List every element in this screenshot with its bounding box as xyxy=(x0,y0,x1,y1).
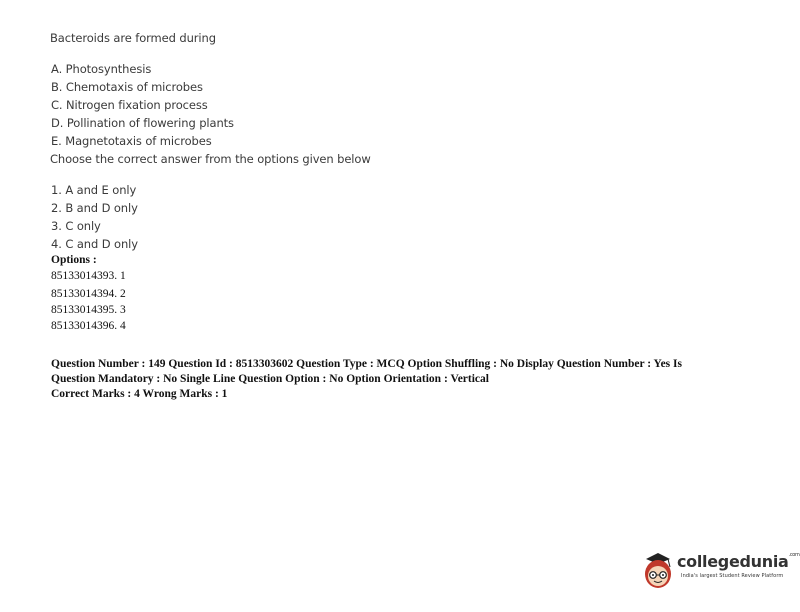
logo-suffix: .com xyxy=(788,552,800,558)
options-heading: Options : xyxy=(51,254,97,266)
logo-tagline: India's largest Student Review Platform xyxy=(681,573,784,579)
answer-choice-1: 1. A and E only xyxy=(51,183,137,197)
question-option-a: A. Photosynthesis xyxy=(51,62,152,76)
option-id-3: 85133014395. 3 xyxy=(51,304,126,316)
question-stem: Bacteroids are formed during xyxy=(50,31,216,45)
question-option-c: C. Nitrogen fixation process xyxy=(51,98,208,112)
question-option-d: D. Pollination of flowering plants xyxy=(51,116,234,130)
answer-choice-4: 4. C and D only xyxy=(51,237,138,251)
question-meta xyxy=(51,357,751,402)
collegedunia-logo xyxy=(640,549,800,594)
answer-choice-3: 3. C only xyxy=(51,219,101,233)
meta-line-2: Question Mandatory : No Single Line Question Option : No Option Orientation : Vertical xyxy=(51,373,489,385)
option-id-2: 85133014394. 2 xyxy=(51,288,126,300)
question-option-b: B. Chemotaxis of microbes xyxy=(51,80,203,94)
question-instruction: Choose the correct answer from the options given below xyxy=(50,152,371,166)
question-option-e: E. Magnetotaxis of microbes xyxy=(51,134,212,148)
answer-choice-2: 2. B and D only xyxy=(51,201,138,215)
meta-line-1: Question Number : 149 Question Id : 8513303602 Question Type : MCQ Option Shuffling : No Display Question Number : Yes Is xyxy=(51,358,682,370)
option-id-4: 85133014396. 4 xyxy=(51,320,126,332)
option-id-1: 85133014393. 1 xyxy=(51,270,126,282)
mascot-icon xyxy=(640,551,676,591)
meta-line-3: Correct Marks : 4 Wrong Marks : 1 xyxy=(51,388,228,400)
logo-wordmark: collegedunia xyxy=(677,552,789,571)
